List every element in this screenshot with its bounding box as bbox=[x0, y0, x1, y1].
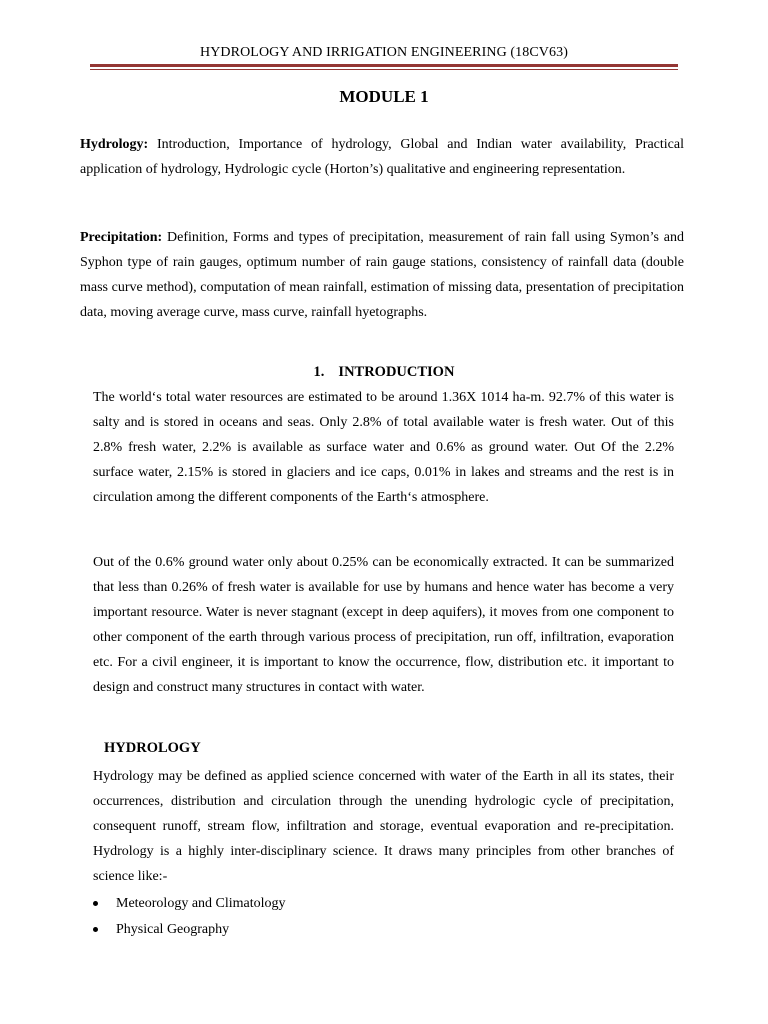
list-item-text: Physical Geography bbox=[116, 922, 230, 937]
section-title: INTRODUCTION bbox=[338, 364, 455, 380]
syllabus-precipitation-paragraph bbox=[80, 225, 684, 325]
introduction-paragraph-1: The world‘s total water resources are estimated to be around 1.36X 1014 ha-m. 92.7% of this water is salty and is stored in oceans and seas. Only 2.8% of total available water is fresh water. Out of this 2.8% fresh water, 2.2% is available as surface water and 0.6% as ground water. Out Of the 2.2% surface water, 2.15% is stored in glaciers and ice caps, 0.01% in lakes and streams and the rest is in circulation among the different components of the Earth‘s atmosphere. bbox=[93, 390, 674, 505]
syllabus-hydrology-paragraph bbox=[80, 132, 684, 182]
precipitation-topics: Definition, Forms and types of precipitation, measurement of rain fall using Symon’s and Syphon type of rain gauges, optimum number of rain gauge stations, consistency of rainfall data (double mass curve method), computation of mean rainfall, estimation of missing data, presentation of precipitation data, moving average curve, mass curve, rainfall hyetographs. bbox=[80, 230, 685, 320]
hydrology-heading: HYDROLOGY bbox=[104, 740, 201, 756]
header-rule-thin bbox=[90, 69, 678, 70]
list-item-text: Meteorology and Climatology bbox=[116, 896, 286, 911]
hydrology-label: Hydrology: bbox=[80, 137, 149, 152]
module-title: MODULE 1 bbox=[339, 87, 429, 106]
precipitation-label: Precipitation: bbox=[80, 230, 163, 245]
introduction-paragraph-2: Out of the 0.6% ground water only about 0.25% can be economically extracted. It can be summarized that less than 0.26% of fresh water is available for use by humans and hence water has become a very important resource. Water is never stagnant (except in deep aquifers), it moves from one component to other component of the earth through various process of precipitation, run off, infiltration, evaporation etc. For a civil engineer, it is important to know the occurrence, flow, distribution etc. it important to design and construct many structures in contact with water. bbox=[93, 555, 674, 695]
introduction-heading bbox=[0, 364, 768, 381]
bullet-icon bbox=[93, 927, 98, 932]
running-header: HYDROLOGY AND IRRIGATION ENGINEERING (18CV63) bbox=[200, 45, 568, 60]
header-rule-thick bbox=[90, 64, 678, 67]
hydrology-paragraph: Hydrology may be defined as applied science concerned with water of the Earth in all its states, their occurrences, distribution and circulation through the unending hydrologic cycle of precipitation, consequent runoff, stream flow, infiltration and storage, eventual evaporation and re-precipitation. Hydrology is a highly inter-disciplinary science. It draws many principles from other branches of science like:- bbox=[93, 769, 674, 884]
hydrology-topics: Introduction, Importance of hydrology, Global and Indian water availability, Practical application of hydrology, Hydrologic cycle (Horton’s) qualitative and engineering representation. bbox=[80, 137, 684, 177]
section-number: 1. bbox=[313, 364, 325, 380]
bullet-icon bbox=[93, 901, 98, 906]
